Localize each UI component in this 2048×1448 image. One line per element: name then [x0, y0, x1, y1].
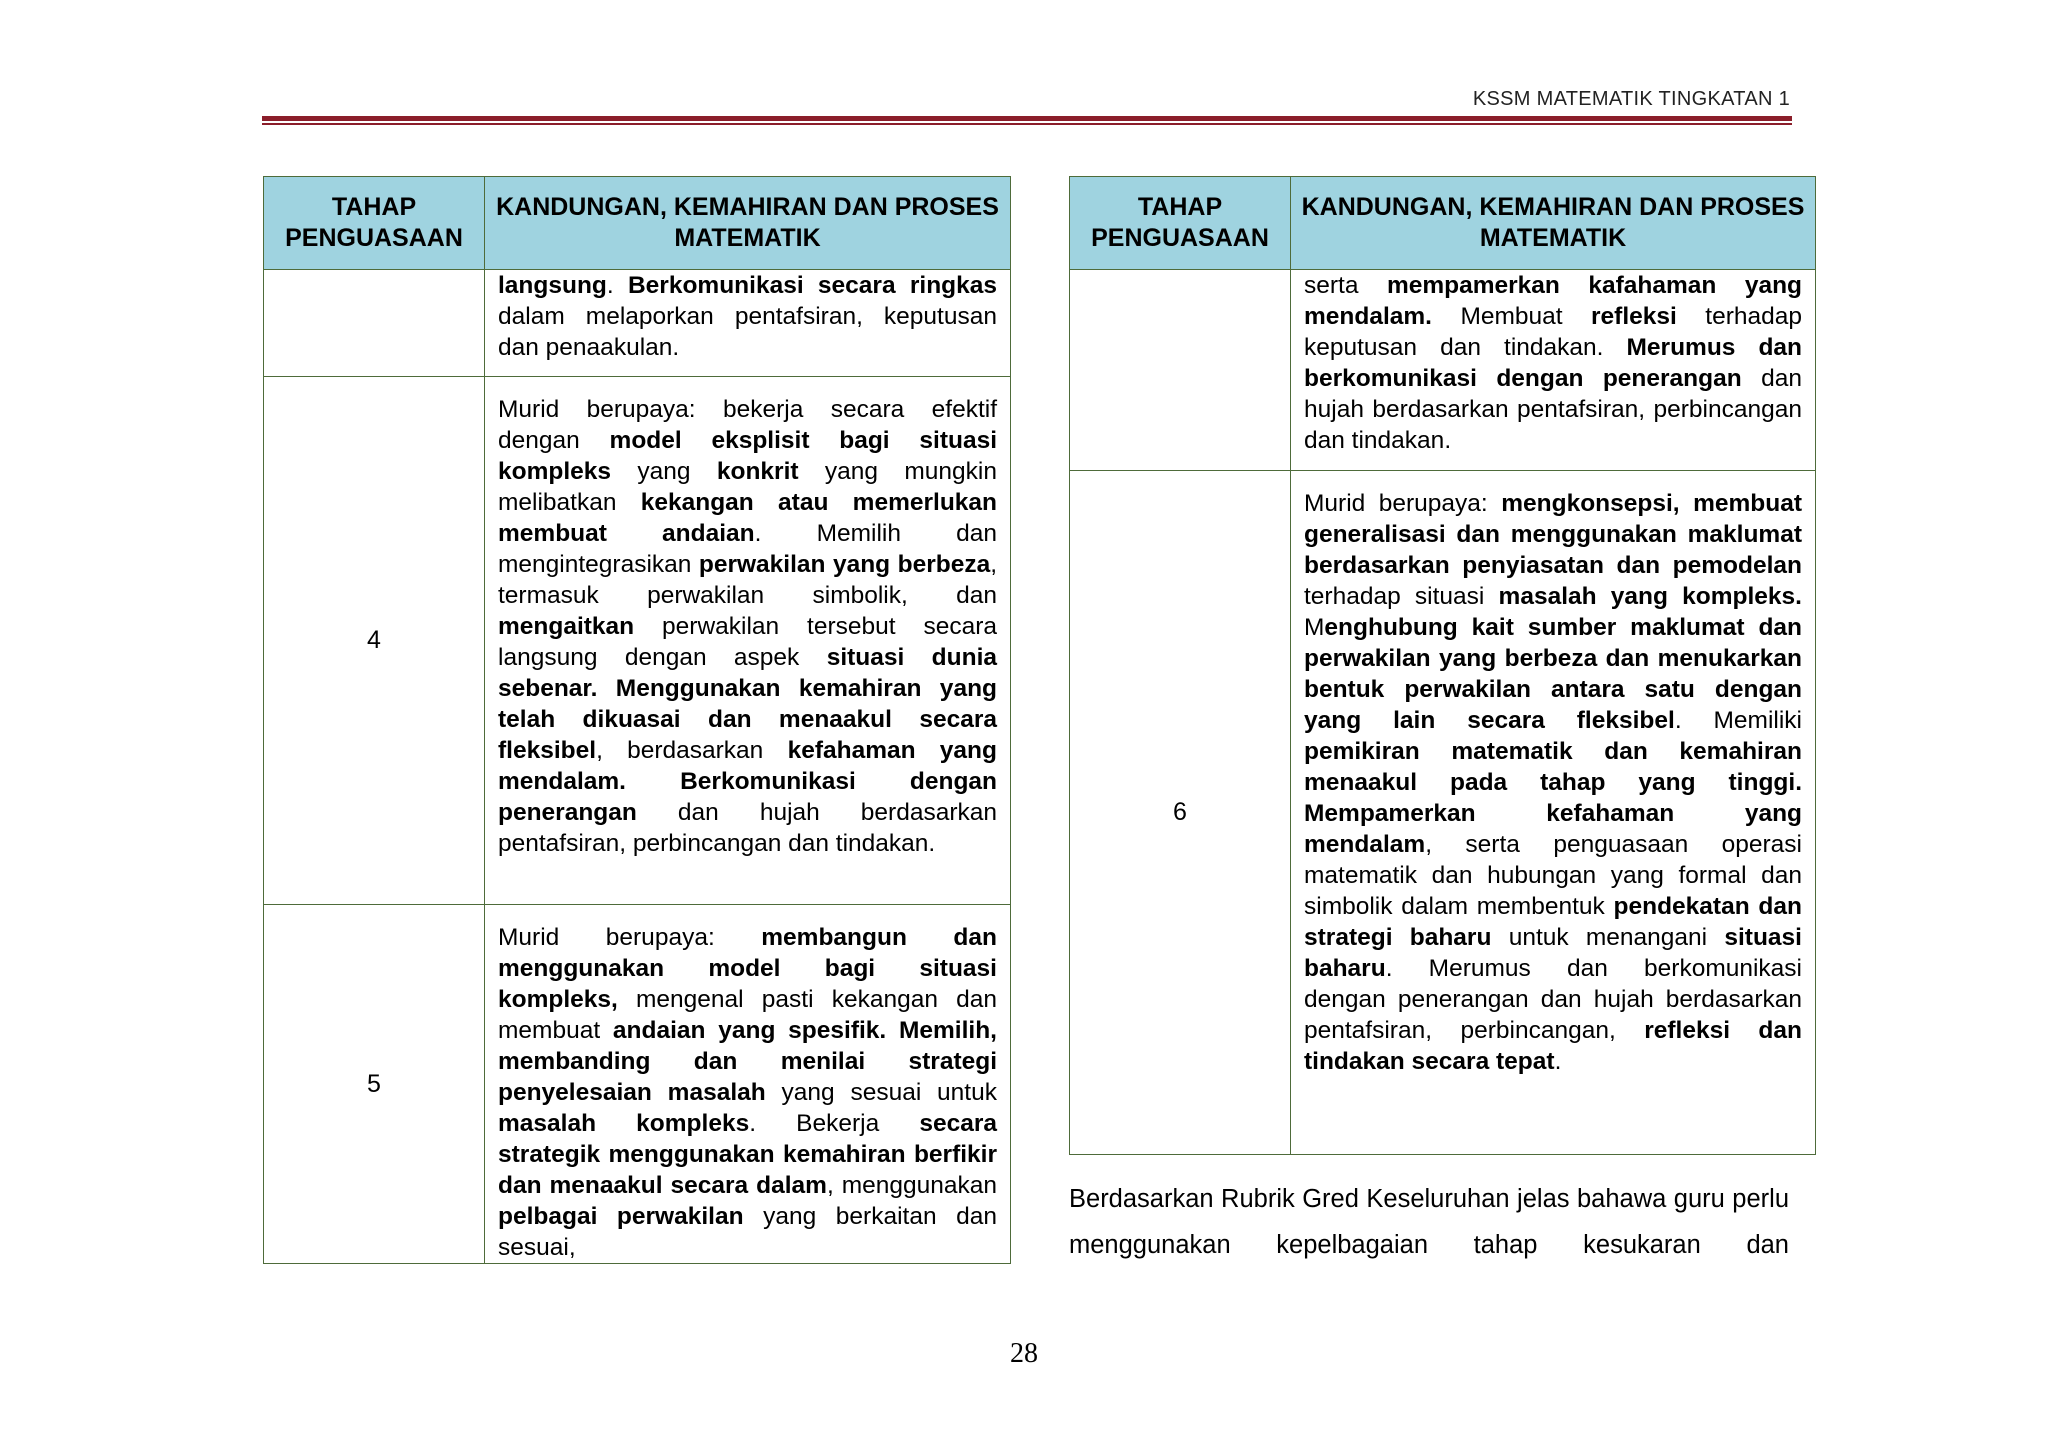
content-cell	[485, 377, 1011, 905]
level-cell: 5	[264, 905, 485, 1264]
body-text: , menggunakan	[826, 1172, 997, 1199]
body-text: .	[606, 272, 628, 299]
header-rule-thick	[262, 116, 1792, 121]
level-cell	[1070, 270, 1291, 471]
emphasis-text: mengaitkan	[498, 613, 635, 640]
body-text: . Memiliki	[1674, 707, 1802, 734]
body-text: dan hujah berdasarkan pentafsiran, perbincangan dan tindakan.	[1304, 365, 1802, 454]
content-text	[1291, 471, 1815, 1077]
emphasis-text: membangun dan menggunakan model bagi situasi kompleks,	[498, 924, 997, 1013]
header-rule-thin	[262, 123, 1792, 125]
body-text: dalam melaporkan pentafsiran, keputusan dan penaakulan.	[498, 303, 997, 361]
emphasis-text: mengkonsepsi, membuat generalisasi dan menggunakan maklumat berdasarkan penyiasatan dan pemodelan	[1304, 490, 1802, 579]
emphasis-text: refleksi	[1591, 303, 1677, 330]
emphasis-text: Merumus dan berkomunikasi dengan penerangan	[1304, 334, 1803, 392]
emphasis-text: pendekatan dan strategi baharu	[1304, 893, 1802, 951]
emphasis-text: mempamerkan kafahaman yang mendalam.	[1304, 272, 1802, 330]
emphasis-text: pelbagai perwakilan	[498, 1203, 744, 1230]
content-cell	[1291, 471, 1816, 1155]
emphasis-text: langsung	[498, 272, 607, 299]
level-cell: 6	[1070, 471, 1291, 1155]
body-text: .	[1554, 1048, 1562, 1075]
emphasis-text: Berkomunikasi secara ringkas	[627, 272, 997, 299]
body-text: . Memilih dan mengintegrasikan	[498, 520, 997, 578]
header-kandungan: KANDUNGAN, KEMAHIRAN DAN PROSES MATEMATIK	[1291, 177, 1816, 270]
running-header: KSSM MATEMATIK TINGKATAN 1	[1472, 88, 1790, 110]
body-text: Murid berupaya:	[498, 924, 762, 951]
body-text: . Merumus dan berkomunikasi dengan penerangan dan hujah berdasarkan pentafsiran, perbincangan,	[1304, 955, 1802, 1044]
body-text: , berdasarkan	[596, 737, 788, 764]
body-text: , serta penguasaan operasi matematik dan hubungan yang formal dan simbolik dalam membentuk	[1304, 831, 1802, 920]
emphasis-text: masalah kompleks	[498, 1110, 750, 1137]
content-text	[485, 377, 1010, 859]
content-text	[1291, 270, 1815, 456]
body-text: untuk menangani	[1491, 924, 1725, 951]
body-text: serta	[1304, 272, 1387, 299]
content-cell	[485, 905, 1011, 1264]
emphasis-text: situasi dunia sebenar. Menggunakan kemahiran yang telah dikuasai dan menaakul secara fleksibel	[498, 644, 997, 764]
emphasis-text: secara strategik menggunakan kemahiran berfikir dan menaakul secara dalam	[498, 1110, 997, 1199]
header-tahap-penguasaan: TAHAP PENGUASAAN	[1070, 177, 1291, 270]
emphasis-text: kekangan atau memerlukan membuat andaian	[498, 489, 998, 547]
page-number: 28	[1010, 1338, 1038, 1369]
level-cell: 4	[264, 377, 485, 905]
content-cell	[1291, 270, 1816, 471]
rubric-table-left	[263, 176, 1011, 1264]
content-text	[485, 270, 1010, 363]
header-tahap-penguasaan: TAHAP PENGUASAAN	[264, 177, 485, 270]
emphasis-text: perwakilan yang berbeza	[698, 551, 991, 578]
closing-paragraph: Berdasarkan Rubrik Gred Keseluruhan jelas bahawa guru perlu menggunakan kepelbagaian tahap kesukaran dan	[1069, 1185, 1789, 1259]
emphasis-text: situasi baharu	[1304, 924, 1802, 982]
emphasis-text: konkrit	[716, 458, 799, 485]
emphasis-text: pemikiran matematik dan kemahiran menaakul pada tahap yang tinggi. Mempamerkan kefahaman yang mendalam	[1304, 738, 1802, 858]
body-text: terhadap keputusan dan tindakan.	[1304, 303, 1802, 361]
emphasis-text: kefahaman yang mendalam. Berkomunikasi dengan penerangan	[498, 737, 997, 826]
body-text: terhadap situasi	[1304, 583, 1499, 610]
emphasis-text: masalah yang kompleks.	[1498, 583, 1802, 610]
body-text: , termasuk perwakilan simbolik, dan	[498, 551, 998, 609]
body-text: . Bekerja	[749, 1110, 920, 1137]
body-text: mengenal pasti kekangan dan membuat	[498, 986, 997, 1044]
emphasis-text: refleksi dan tindakan secara tepat	[1304, 1017, 1802, 1075]
emphasis-text: enghubung kait sumber maklumat dan perwakilan yang berbeza dan menukarkan bentuk perwakilan antara satu dengan yang lain secara fleksibel	[1304, 614, 1802, 734]
body-text: M	[1304, 614, 1325, 641]
body-text: yang	[611, 458, 717, 485]
body-text: perwakilan tersebut secara langsung dengan aspek	[498, 613, 997, 671]
body-text: yang mungkin melibatkan	[498, 458, 997, 516]
body-text: Murid berupaya:	[1304, 490, 1502, 517]
header-kandungan: KANDUNGAN, KEMAHIRAN DAN PROSES MATEMATIK	[485, 177, 1011, 270]
content-text	[485, 905, 1010, 1263]
body-text: yang berkaitan dan sesuai,	[498, 1203, 997, 1261]
rubric-table-right	[1069, 176, 1816, 1155]
content-cell	[485, 270, 1011, 377]
emphasis-text: andaian yang spesifik. Memilih, membanding dan menilai strategi penyelesaian masalah	[498, 1017, 997, 1106]
level-cell	[264, 270, 485, 377]
body-text: yang sesuai untuk	[765, 1079, 997, 1106]
emphasis-text: model eksplisit bagi situasi kompleks	[498, 427, 997, 485]
body-text: dan hujah berdasarkan pentafsiran, perbincangan dan tindakan.	[498, 799, 997, 857]
body-text: Murid berupaya: bekerja secara efektif dengan	[498, 396, 997, 454]
body-text: Membuat	[1432, 303, 1592, 330]
